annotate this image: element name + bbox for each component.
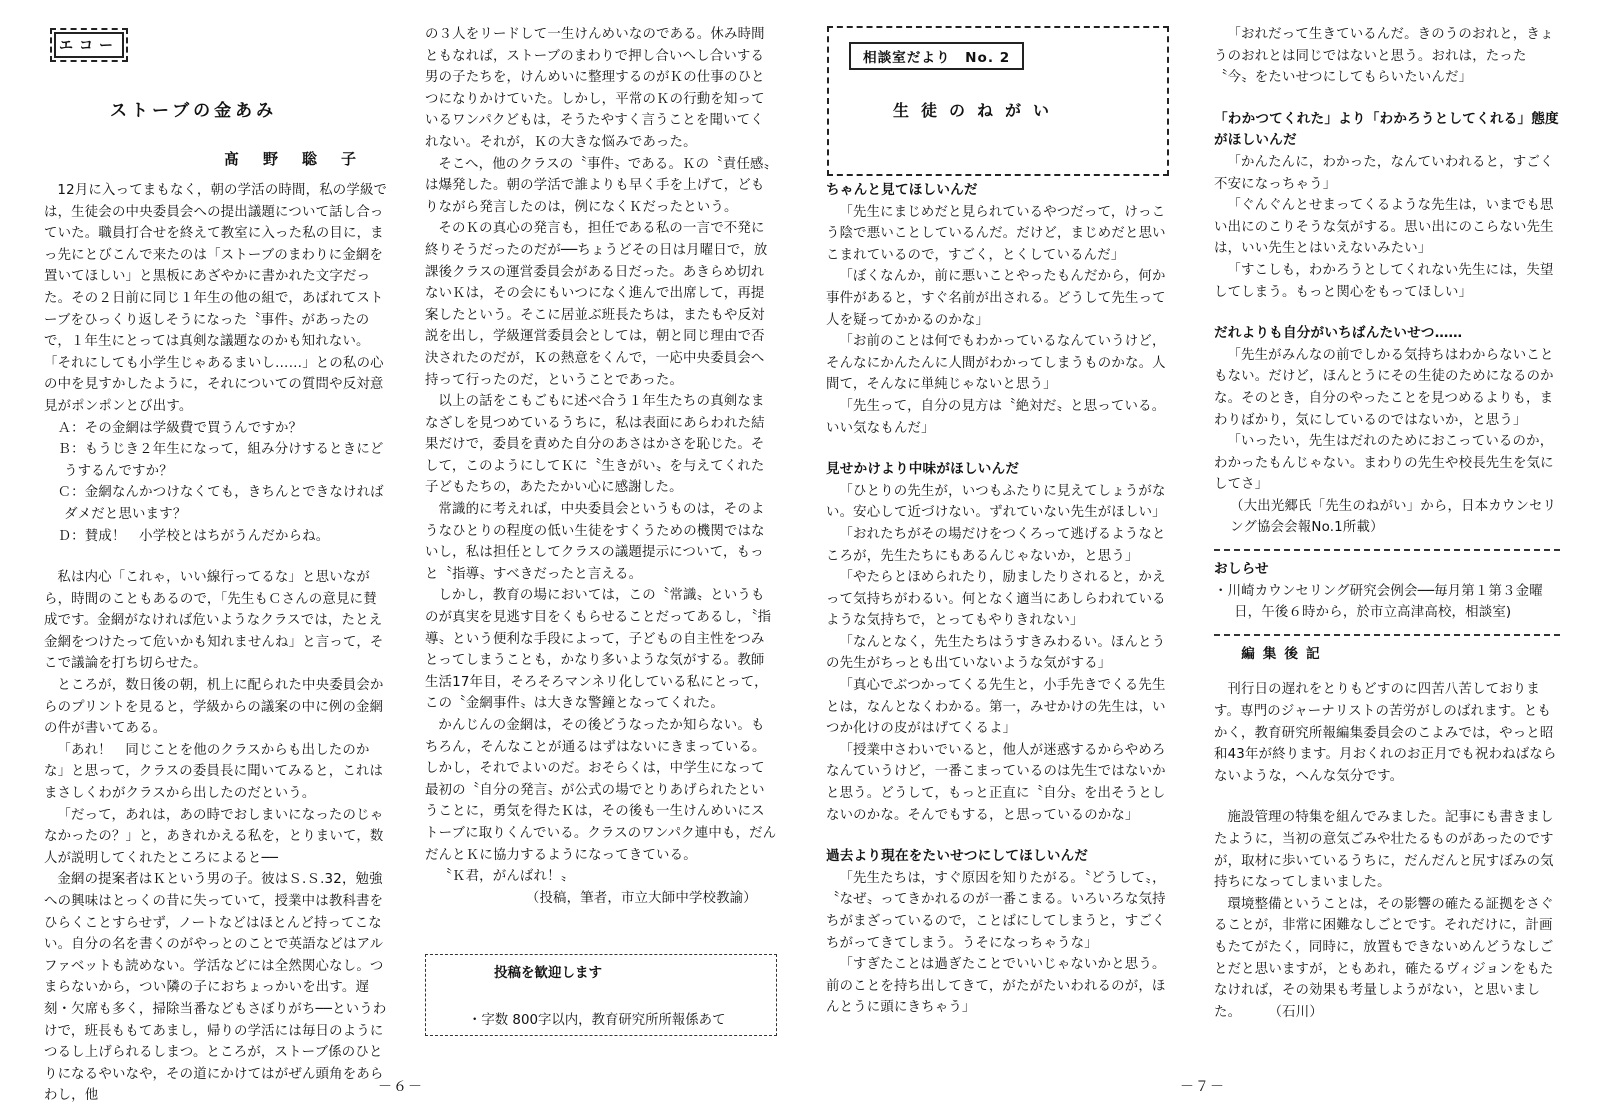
paragraph: 「すぎたことは過ぎたことでいいじゃないかと思う。前のことを持ち出してきて，がたがたいわれるのが，ほんとうに頭にきちゃう」 [826,957,1166,1016]
paragraph: の３人をリードして一生けんめいなのである。休み時間ともなれば，ストーブのまわりで押し合いへし合いする男の子たちを，けんめいに整理するのがＫの仕事のひとつになりかけていた。しかし，平常のＫの行動を知っているワンパクどもは，そうたやすく言うことを聞いてくれない。それが，Ｋの大きな悩みであった。 [425,27,765,150]
paragraph: 「すこしも，わかろうとしてくれない先生には，失望してしまう。もっと関心をもってほしい」 [1214,262,1554,300]
paragraph: そのＫの真心の発言も，担任である私の一言で不発に終りそうだったのだが──ちょうどその日は月曜日で，放課後クラスの運営委員会がある日だった。あきらめ切れないＫは，その会にもいつになく進んで出席して，再提案したという。そこに居並ぶ班長たちは，またもや反対説を出し，学級運営委員会としては，朝と同じ理由で否決されたのだが，Ｋの熱意をくんで，一応中央委員会へ持って行ったのだ，ということであった。 [425,221,768,388]
paragraph: 「かんたんに，わかった，なんていわれると，すごく不安になっちゃう」 [1214,154,1554,192]
section-heading: 過去より現在をたいせつにしてほしいんだ [826,848,1089,865]
counseling-tag: 相談室だより No. 2 [849,42,1024,70]
paragraph: 私は内心「これゃ，いい線行ってるな」と思いながら，時間のこともあるので，「先生もＣさんの意見に賛成です。金網がなければ危いようなクラスでは，たとえ金網をつけたって危いかも知れませんね」と言って，そこで議論を打ち切らせた。 [44,570,384,672]
paragraph: 「先生って，自分の見方は〝絶対だ〟と思っている。いい気なもんだ」 [826,398,1166,436]
counseling-header-box [827,26,1169,176]
page7-column-1 [826,180,1174,1019]
paragraph: 「ぼくなんか，前に悪いことやったもんだから，何か事件があると，すぐ名前が出される。どうして先生って人を疑ってかかるのかな」 [826,269,1166,328]
paragraph: 「ぐんぐんとせまってくるような先生は，いまでも思い出にのこりそうな気がする。思い出にのこらない先生は，いい先生とはいえないみたい」 [1214,198,1554,257]
paragraph: 「だって，あれは，あの時でおしまいになったのじゃなかったの？」と，あきれかえる私を，とりまいて，数人が説明してくれたところによると── [44,807,384,866]
article-title: ストーブの金あみ [110,101,278,121]
page6-column-2 [425,24,777,909]
paragraph: 「あれ！ 同じことを他のクラスからも出したのかな」と思って，クラスの委員長に聞いてみると，これはまさしくわがクラスから出したのだという。 [44,742,384,802]
paragraph: かんじんの金網は，その後どうなったか知らない。もちろん，そんなことが通るはずはないにきまっている。しかし，それでよいのだ。おそらくは，中学生になって最初の〝自分の発言〟が公式の場でとりあげられたということに，勇気を得たＫは，その後も一生けんめいにストーブに取りくんでいる。クラスのワンパク連中も，だんだんとＫに協力するようになってきている。 [425,718,777,863]
page-number-7: －７－ [1180,1079,1225,1095]
paragraph: 「いったい，先生はだれのためにおこっているのか，わかったもんじゃない。まわりの先生や校長先生を気にしてさ」 [1214,434,1554,493]
paragraph: 「先生たちは，すぐ原因を知りたがる。〝どうして〟，〝なぜ〟ってきかれるのが一番こまる。いろいろな気持ちがまざっているので，ことばにしてしまうと，すごくちがってきてしまう。うそになっちゃうな」 [826,870,1166,951]
paragraph: 刊行日の遅れをとりもどすのに四苦八苦しております。専門のジャーナリストの苦労がしのばれます。ともかく，教育研究所報編集委員会のこよみでは，やっと昭和43年が終ります。月おくれのお正月でも祝わねばならないような，へんな気分です。 [1214,682,1557,784]
section-heading: 見せかけより中味がほしいんだ [826,461,1020,478]
paragraph: 「ひとりの先生が，いつもふたりに見えてしょうがない。安心して近づけない。ずれていない先生がほしい」 [826,483,1166,521]
paragraph: （大出光郷氏「先生のねがい」から，日本カウンセリング協会会報No.1所載） [1230,498,1557,536]
divider [1214,549,1560,551]
paragraph: 「授業中さわいでいると，他人が迷惑するからやめろなんていうけど，一番こまっているのは先生ではないかと思う。どうして，もっと正直に〝自分〟を出そうとしないのかな。そんでもする，と思っているのかな」 [826,742,1166,823]
article-author: 髙野聡子 [224,150,381,168]
paragraph: 「なんとなく，先生たちはうすきみわるい。ほんとうの先生がちっとも出ていないような気がする」 [826,634,1166,672]
section-heading: 「わかつてくれた」より「わかろうとしてくれる」態度がほしいんだ [1214,110,1559,149]
paragraph: 環境整備ということは，その影響の確たる証拠をさぐることが，非常に困難なしごとです。それだけに，計画もたてがたく，同時に，放置もできないめんどうなしごとだと思いますが，ともあれ，確たるヴィジョンをもたなければ，その効果も考量しようがない，と思いました。 （石川） [1214,896,1554,1020]
paragraph: 金網の提案者はＫという男の子。彼はＳ.Ｓ.32，勉強への興味はとっくの昔に失っていて，授業中は教科書をひらくことすらせず，ノートなどはほとんど持ってこない。自分の名を書くのがやっとのことで英語などはアルファベットも読めない。学活などには全然関心なし。つまらないから，つい隣の子におちょっかいを出す。遅刻・欠席も多く，掃除当番などもさぼりがち──というわけで，班長ももてあまし，帰りの学活には毎日のようにつるし上げられるしまつ。ところが，ストーブ係のひとりになるやいなや，その道にかけてはがぜん頭角をあらわし，他 [44,872,387,1104]
paragraph: Ａ：その金網は学級費で買うんですか？ [44,420,303,436]
notice-body: ・字数 800字以内，教育研究所所報係あて [468,1013,726,1028]
paragraph: 12月に入ってまもなく，朝の学活の時間，私の学級では，生徒会の中央委員会への提出議題について話し合っていた。職員打合せを終えて教室に入った私の目に，まっ先にとびこんで来たのは「ストーブのまわりに金網を置いてほしい」と黒板にあざやかに書かれた文字だった。その２日前に同じ１年生の他の組で，あばれてストーブをひっくり返しそうになった〝事件〟があったので，１年生にとっては真剣な議題なのかも知れない。「それにしても小学生じゃあるまいし……」との私の心の中を見すかしたように，それについての質問や反対意見がポンポンとび出す。 [44,183,388,414]
paragraph: （投稿，筆者，市立大師中学校教諭） [525,890,757,906]
section-heading: ちゃんと見てほしいんだ [826,182,978,198]
paragraph: Ｂ：もうじき２年生になって，組み分けするときにどうするんですか？ [44,442,384,479]
paragraph: 「先生がみんなの前でしかる気持ちはわからないこともない。だけど，ほんとうにその生徒のためになるのかな。そのとき，自分のやったことを見つめるよりも，まわりばかり，気にしているのではないか，と思う」 [1214,347,1554,428]
paragraph: 「お前のことは何でもわかっているなんていうけど，そんなにかんたんに人間がわかってしまうものかな。人間て，そんなに単純じゃないと思う」 [826,334,1166,393]
paragraph: そこへ，他のクラスの〝事件〟である。Ｋの〝責任感〟は爆発した。朝の学活で誰よりも早く手を上げて，どもりながら発言したのは，例になくＫだったという。 [425,156,771,215]
editor-note [1214,679,1560,1023]
paragraph: 「おれたちがその場だけをつくろって逃げるようなところが，先生たちにもあるんじゃないか，と思う」 [826,526,1166,564]
echo-label-box [50,28,128,62]
paragraph: 「やたらとほめられたり，励ましたりされると，かえって気持ちがわるい。何となく適当にあしらわれているような気持ちで，とってもやりきれない」 [826,570,1166,629]
notice-box [425,954,777,1036]
paragraph: Ｄ：賛成！ 小学校とはちがうんだからね。 [44,528,330,544]
editor-note-heading: 編集後記 [1241,645,1328,662]
voices-continued [1214,24,1560,539]
page7-column-2 [1214,24,1560,1023]
paragraph: 常識的に考えれば，中央委員会というものは，そのようなひとりの程度の低い生徒をすくうための機関ではないし，私は担任としてクラスの議題提示について，もっと〝指導〟すべきだったと言える。 [425,502,765,582]
paragraph: 〝Ｋ君，がんばれ！〟 [438,869,575,885]
divider [1214,634,1560,636]
notice-text: ・川崎カウンセリング研究会例会──毎月第１第３金曜日，午後６時から，於市立高津高校，相談室) [1214,583,1543,621]
paragraph: ところが，数日後の朝，机上に配られた中央委員会からのプリントを見ると，学級からの議案の中に例の金網の件が書いてある。 [44,678,384,737]
paragraph: Ｃ：金網なんかつけなくても，きちんとできなければダメだと思います？ [44,485,384,522]
paragraph: 以上の話をこもごもに述べ合う１年生たちの真剣なまなざしを見つめているうちに，私は表面にあらわれた結果だけで，委員を責めた自分のあさはかさを恥じた。そして，このようにしてＫに〝生きがい〟を与えてくれた子どもたちの，あたたかい心に感謝した。 [425,394,765,496]
notice-heading: おしらせ [1214,561,1269,578]
page-number-6: －６－ [378,1079,423,1095]
page6-column-1 [44,180,388,1107]
paragraph: 「先生にまじめだと見られているやつだって，けっこう陰で悪いことしているんだ。だけど，まじめだと思いこまれているので，すごく，とくしているんだ」 [826,204,1166,263]
section-heading: だれよりも自分がいちばんたいせつ…… [1214,325,1463,342]
notice-title: 投稿を歓迎します [494,965,602,981]
paragraph: 「真心でぶつかってくる先生と，小手先きでくる先生とは，なんとなくわかる。第一，みせかけの先生は，いつか化けの皮がはげてくるよ」 [826,678,1166,737]
counseling-title: 生徒のねがい [893,101,1062,120]
paragraph: しかし，教育の場においては，この〝常識〟というものが真実を見逃す目をくもらせることだってあるし，〝指導〟という便利な手段によって，子どもの自主性をつみとってしまうことも，かなり多いような気がする。教師生活17年目，そろそろマンネリ化している私にとって，この〝金網事件〟は大きな警鐘となってくれた。 [425,588,772,712]
echo-label: エコー [54,32,124,58]
paragraph: 施設管理の特集を組んでみました。記事にも書きましたように，当初の意気ごみや壮たるものがあったのですが，取材に歩いているうちに，だんだんと尻すぼみの気持ちになってしまいました。 [1214,810,1554,891]
paragraph: 「おれだって生きているんだ。きのうのおれと，きょうのおれとは同じではないと思う。おれは，たった〝今〟をたいせつにしてもらいたいんだ」 [1214,27,1554,86]
